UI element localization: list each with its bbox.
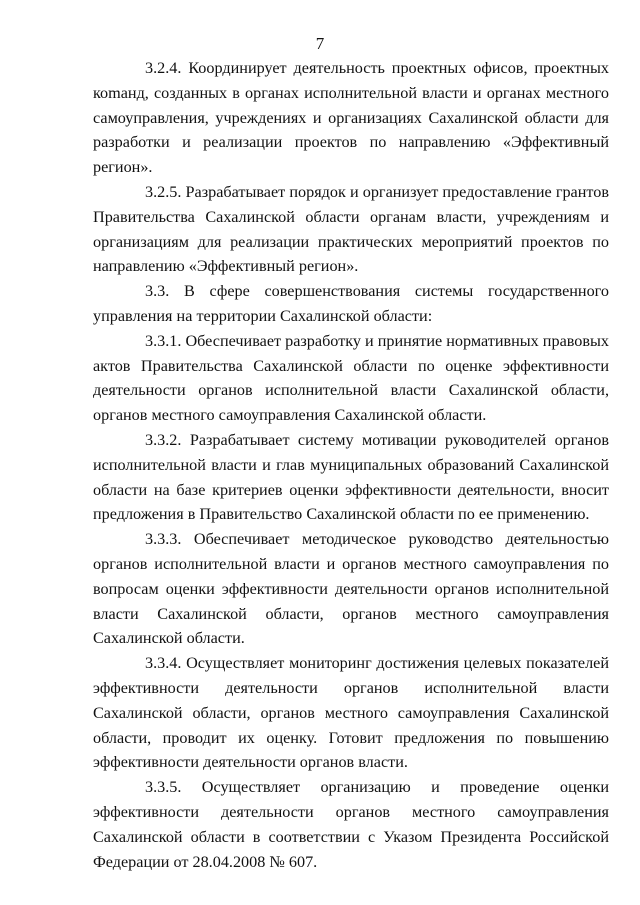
paragraph-3-3-5: 3.3.5. Осуществляет организацию и проведение оценки эффективности деятельности органов местного самоуправления Сахалинской области в соответствии с Указом Президента Российской Федерации от 28.04.2008 № 607. bbox=[93, 778, 609, 871]
paragraph-3-3-2: 3.3.2. Разрабатывает систему мотивации руководителей органов исполнительной власти и глав муниципальных образований Сахалинской области на базе критериев оценки эффективности деятельности, вносит предложения в Правительство Сахалинской области по ее применению. bbox=[93, 430, 609, 524]
paragraph-3-3-3: 3.3.3. Обеспечивает методическое руководство деятельностью органов исполнительной власти и органов местного самоуправления по вопросам оценки эффективности деятельности органов исполнительной власти Сахалинской области, органов местного самоуправления Сахалинской области. bbox=[93, 530, 609, 648]
paragraph-3-3-4: 3.3.4. Осуществляет мониторинг достижения целевых показателей эффективности деятельности органов исполнительной власти Сахалинской области, органов местного самоуправления Сахалинской области, проводит их оценку. Готовит предложения по повышению эффективности деятельности органов власти. bbox=[93, 654, 609, 772]
paragraph-3-2-4: 3.2.4. Координирует деятельность проектных офисов, проектных коmанд, созданных в органах исполнительной власти и органах местного самоуправления, учреждениях и организациях Сахалинской области для разработки и реализации проектов по направлению «Эффективный регион». bbox=[93, 59, 609, 177]
paragraph-3-3: 3.3. В сфере совершенствования системы государственного управления на территории Сахалинской области: bbox=[93, 282, 609, 325]
paragraph-3-3-1: 3.3.1. Обеспечивает разработку и принятие нормативных правовых актов Правительства Сахалинской области по оценке эффективности деятельности органов исполнительной власти Сахалинской области, органов местного самоуправления Сахалинской области. bbox=[93, 331, 609, 425]
document-body bbox=[93, 56, 609, 874]
page-number: 7 bbox=[315, 34, 325, 53]
paragraph-3-2-5: 3.2.5. Разрабатывает порядок и организует предоставление грантов Правительства Сахалинской области органам власти, учреждениям и организациям для реализации практических мероприятий проектов по направлению «Эффективный регион». bbox=[93, 182, 609, 276]
